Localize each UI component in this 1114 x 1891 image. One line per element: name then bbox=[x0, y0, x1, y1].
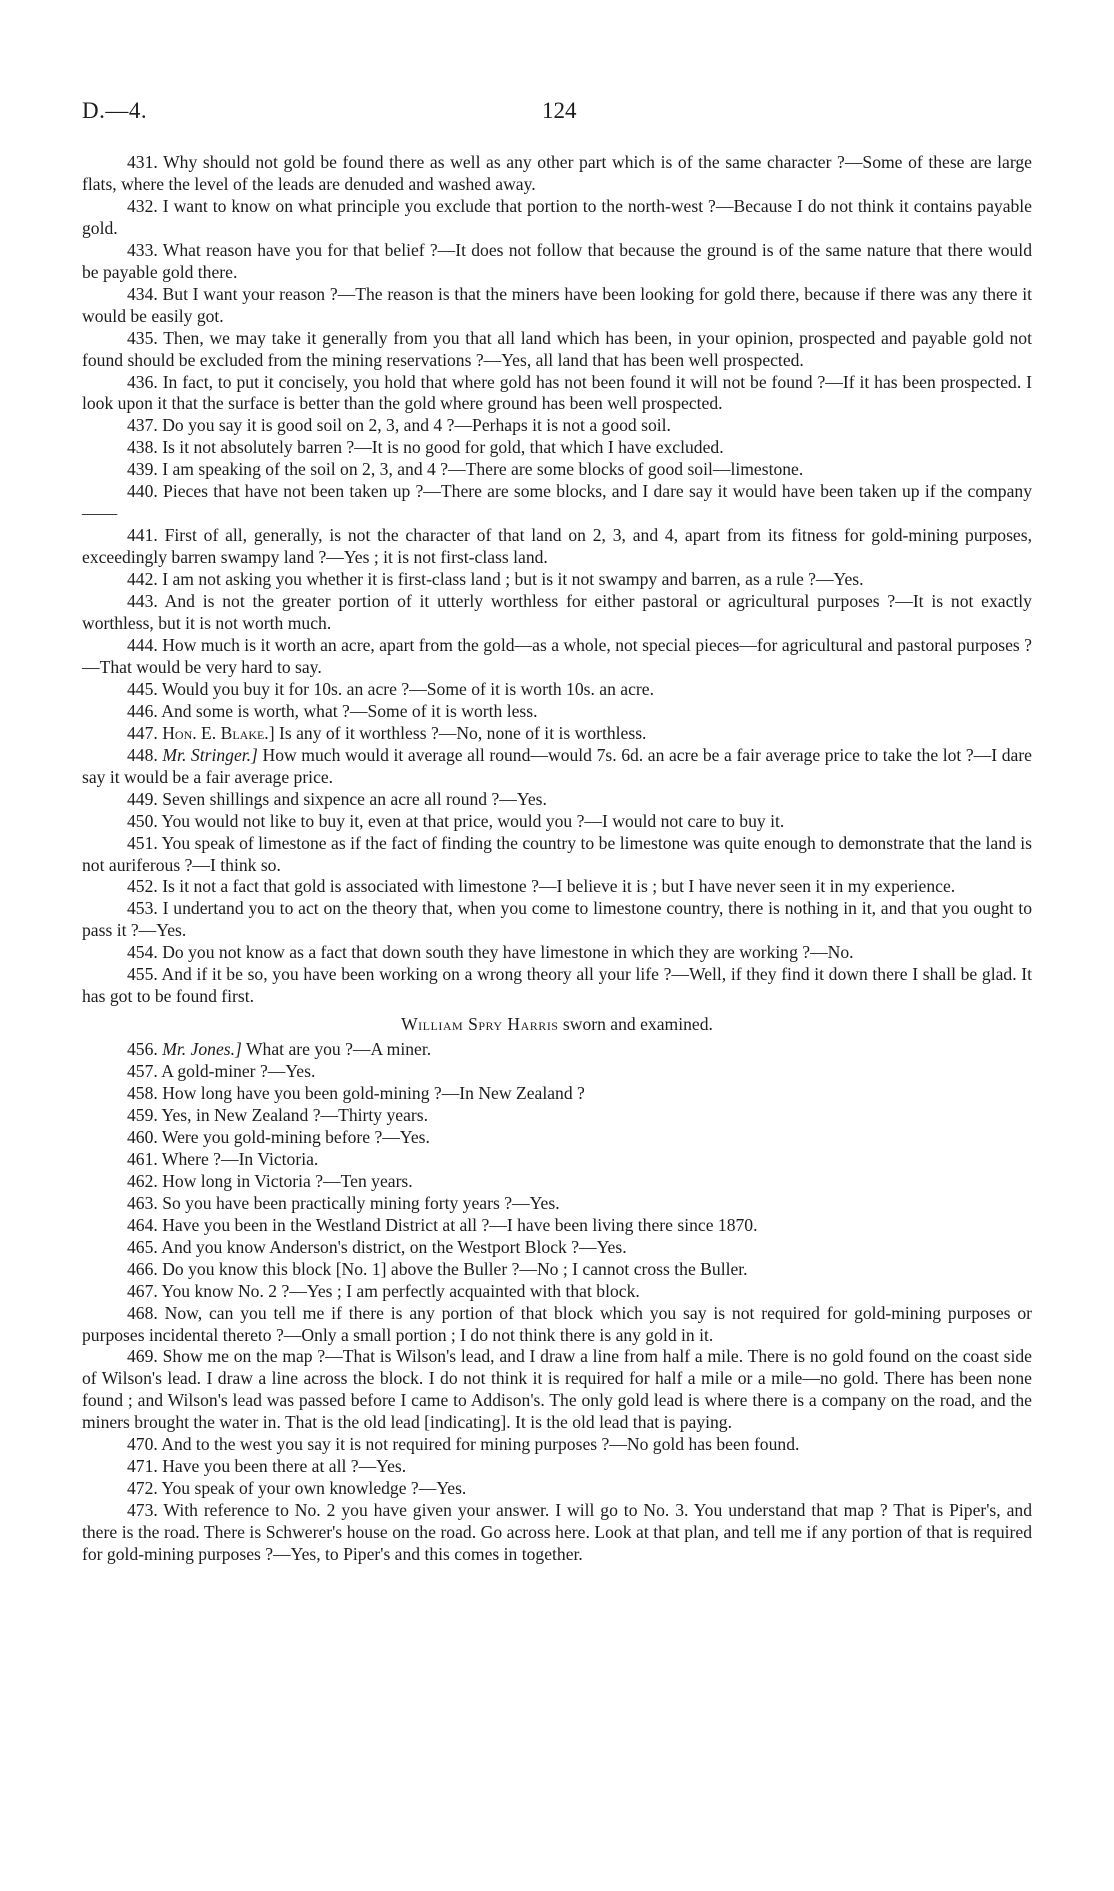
testimony-section-1 bbox=[82, 152, 1032, 1008]
question-number: 437. bbox=[127, 415, 158, 436]
question-paragraph bbox=[82, 789, 1032, 811]
question-number: 470. bbox=[127, 1434, 158, 1455]
question-paragraph bbox=[82, 1193, 1032, 1215]
question-text: How much would it average all round—would 7s. 6d. an acre be a fair average price to take the lot ?—I dare say it would be a fair average price. bbox=[82, 744, 1032, 787]
question-paragraph bbox=[82, 701, 1032, 723]
question-text: I want to know on what principle you exclude that portion to the north-west ?—Because I do not think it contains payable gold. bbox=[82, 195, 1032, 238]
question-number: 473. bbox=[127, 1500, 158, 1521]
question-number: 441. bbox=[127, 525, 158, 546]
question-text: You speak of your own knowledge ?—Yes. bbox=[161, 1478, 467, 1499]
question-paragraph bbox=[82, 1346, 1032, 1434]
question-text: With reference to No. 2 you have given your answer. I will go to No. 3. You understand that map ? That is Piper's, and there is the road. There is Schwerer's house on the road. Go across here. Look at that plan, and tell me if any portion of that is required for gold-mining purposes ?—Yes, to Piper's and this comes in together. bbox=[82, 1500, 1032, 1565]
question-paragraph bbox=[82, 1215, 1032, 1237]
question-text: Seven shillings and sixpence an acre all round ?—Yes. bbox=[162, 788, 547, 809]
question-number: 453. bbox=[127, 898, 158, 919]
question-paragraph bbox=[82, 591, 1032, 635]
question-number: 463. bbox=[127, 1192, 158, 1213]
question-number: 462. bbox=[127, 1170, 158, 1191]
testimony-body bbox=[82, 152, 1032, 1566]
question-text: Yes, in New Zealand ?—Thirty years. bbox=[161, 1104, 428, 1125]
question-number: 445. bbox=[127, 678, 158, 699]
question-paragraph bbox=[82, 745, 1032, 789]
question-number: 440. bbox=[127, 481, 158, 502]
question-paragraph bbox=[82, 833, 1032, 877]
question-paragraph bbox=[82, 415, 1032, 437]
question-text: And if it be so, you have been working on a wrong theory all your life ?—Well, if they find it down there I shall be glad. It has got to be found first. bbox=[82, 964, 1033, 1007]
question-paragraph bbox=[82, 1500, 1032, 1566]
question-paragraph bbox=[82, 240, 1032, 284]
question-paragraph bbox=[82, 1303, 1032, 1347]
question-text: Where ?—In Victoria. bbox=[161, 1148, 319, 1169]
question-number: 466. bbox=[127, 1258, 158, 1279]
speaker-label: Hon. E. Blake.] bbox=[162, 722, 275, 743]
question-text: You know No. 2 ?—Yes ; I am perfectly acquainted with that block. bbox=[161, 1280, 640, 1301]
question-paragraph bbox=[82, 328, 1032, 372]
question-number: 432. bbox=[127, 195, 158, 216]
question-number: 472. bbox=[127, 1478, 158, 1499]
question-text: Now, can you tell me if there is any portion of that block which you say is not required for gold-mining purposes or purposes incidental thereto ?—Only a small portion ; I do not think there is any gold in it. bbox=[82, 1302, 1032, 1345]
question-paragraph bbox=[82, 152, 1032, 196]
question-text: Pieces that have not been taken up ?—There are some blocks, and I dare say it would have been taken up if the company—— bbox=[82, 481, 1033, 524]
question-number: 461. bbox=[127, 1148, 158, 1169]
question-paragraph bbox=[82, 1237, 1032, 1259]
question-text: What are you ?—A miner. bbox=[245, 1039, 432, 1060]
question-paragraph bbox=[82, 1083, 1032, 1105]
question-paragraph bbox=[82, 1281, 1032, 1303]
question-text: Have you been there at all ?—Yes. bbox=[162, 1456, 407, 1477]
question-number: 443. bbox=[127, 591, 158, 612]
question-paragraph bbox=[82, 1259, 1032, 1281]
question-text: And some is worth, what ?—Some of it is worth less. bbox=[161, 700, 538, 721]
question-number: 460. bbox=[127, 1126, 158, 1147]
question-text: How long have you been gold-mining ?—In New Zealand ? bbox=[162, 1083, 585, 1104]
question-paragraph bbox=[82, 1434, 1032, 1456]
question-number: 467. bbox=[127, 1280, 158, 1301]
question-paragraph bbox=[82, 942, 1032, 964]
question-paragraph bbox=[82, 964, 1032, 1008]
question-text: Do you not know as a fact that down south they have limestone in which they are working ?—No. bbox=[162, 942, 854, 963]
question-number: 436. bbox=[127, 371, 158, 392]
witness-heading bbox=[82, 1014, 1032, 1036]
question-text: Were you gold-mining before ?—Yes. bbox=[161, 1126, 430, 1147]
question-number: 444. bbox=[127, 634, 158, 655]
question-number: 471. bbox=[127, 1456, 158, 1477]
question-text: And is not the greater portion of it utterly worthless for either pastoral or agricultural purposes ?—It is not exactly worthless, but it is not worth much. bbox=[82, 591, 1032, 634]
question-paragraph bbox=[82, 679, 1032, 701]
question-number: 446. bbox=[127, 700, 158, 721]
witness-name: William Spry Harris bbox=[401, 1014, 559, 1035]
question-number: 448. bbox=[127, 744, 158, 765]
question-paragraph bbox=[82, 481, 1032, 525]
question-paragraph bbox=[82, 811, 1032, 833]
question-text: Is any of it worthless ?—No, none of it is worthless. bbox=[278, 722, 647, 743]
question-number: 449. bbox=[127, 788, 158, 809]
question-text: I am not asking you whether it is first-class land ; but is it not swampy and barren, as a rule ?—Yes. bbox=[162, 569, 864, 590]
question-number: 457. bbox=[127, 1061, 158, 1082]
question-text: In fact, to put it concisely, you hold that where gold has not been found it will not be found ?—If it has been prospected. I look upon it that the surface is better than the gold where ground has been well prospected. bbox=[82, 371, 1033, 414]
speaker-label: Mr. Jones.] bbox=[162, 1039, 242, 1060]
question-text: Have you been in the Westland District at all ?—I have been living there since 1870. bbox=[162, 1214, 758, 1235]
question-paragraph bbox=[82, 459, 1032, 481]
question-paragraph bbox=[82, 372, 1032, 416]
question-paragraph bbox=[82, 437, 1032, 459]
question-number: 454. bbox=[127, 942, 158, 963]
question-text: How much is it worth an acre, apart from the gold—as a whole, not special pieces—for agricultural and pastoral purposes ?—That would be very hard to say. bbox=[82, 634, 1032, 677]
question-number: 455. bbox=[127, 964, 158, 985]
witness-suffix: sworn and examined. bbox=[562, 1014, 713, 1035]
page-number: 124 bbox=[542, 98, 577, 123]
question-text: How long in Victoria ?—Ten years. bbox=[162, 1170, 413, 1191]
question-text: Why should not gold be found there as well as any other part which is of the same character ?—Some of these are large flats, where the level of the leads are denuded and washed away. bbox=[82, 152, 1032, 194]
speaker-label: Mr. Stringer.] bbox=[162, 744, 258, 765]
question-text: Is it not absolutely barren ?—It is no good for gold, that which I have excluded. bbox=[162, 437, 724, 458]
question-number: 468. bbox=[127, 1302, 158, 1323]
question-number: 451. bbox=[127, 832, 158, 853]
question-number: 434. bbox=[127, 283, 158, 304]
question-text: Then, we may take it generally from you that all land which has been, in your opinion, prospected and payable gold not found should be excluded from the mining reservations ?—Yes, all land that has been well prospected. bbox=[82, 327, 1032, 370]
question-text: First of all, generally, is not the character of that land on 2, 3, and 4, apart from its fitness for gold-mining purposes, exceedingly barren swampy land ?—Yes ; it is not first-class land. bbox=[82, 525, 1032, 568]
question-number: 431. bbox=[127, 152, 158, 172]
question-text: What reason have you for that belief ?—It does not follow that because the ground is of the same nature that there would be payable gold there. bbox=[82, 239, 1032, 282]
question-number: 458. bbox=[127, 1083, 158, 1104]
question-text: Is it not a fact that gold is associated with limestone ?—I believe it is ; but I have never seen it in my experience. bbox=[162, 876, 956, 897]
question-paragraph bbox=[82, 1127, 1032, 1149]
question-text: I undertand you to act on the theory that, when you come to limestone country, there is nothing in it, and that you ought to pass it ?—Yes. bbox=[82, 898, 1032, 941]
question-number: 442. bbox=[127, 569, 158, 590]
question-number: 469. bbox=[127, 1346, 158, 1367]
question-number: 464. bbox=[127, 1214, 158, 1235]
question-paragraph bbox=[82, 284, 1032, 328]
question-paragraph bbox=[82, 569, 1032, 591]
question-text: And you know Anderson's district, on the Westport Block ?—Yes. bbox=[161, 1236, 627, 1257]
question-paragraph bbox=[82, 1149, 1032, 1171]
question-paragraph bbox=[82, 635, 1032, 679]
question-text: Show me on the map ?—That is Wilson's lead, and I draw a line from half a mile. There is no gold found on the coast side of Wilson's lead. I draw a line across the block. I do not think it is required for half a mile or a mile—no gold. There has been none found ; and Wilson's lead was passed before I came to Addison's. The only gold lead is where there is a company on the road, and the miners brought the water in. That is the old lead [indicating]. It is the old lead that is paying. bbox=[82, 1346, 1032, 1433]
question-text: Do you know this block [No. 1] above the Buller ?—No ; I cannot cross the Buller. bbox=[162, 1258, 748, 1279]
question-text: And to the west you say it is not required for mining purposes ?—No gold has been found. bbox=[161, 1434, 800, 1455]
question-paragraph bbox=[82, 1478, 1032, 1500]
question-number: 447. bbox=[127, 722, 158, 743]
question-text: But I want your reason ?—The reason is that the miners have been looking for gold there, because if there was any there it would be easily got. bbox=[82, 283, 1032, 326]
question-paragraph bbox=[82, 1105, 1032, 1127]
question-text: A gold-miner ?—Yes. bbox=[161, 1061, 316, 1082]
question-number: 452. bbox=[127, 876, 158, 897]
question-text: I am speaking of the soil on 2, 3, and 4 ?—There are some blocks of good soil—limestone. bbox=[162, 459, 804, 480]
question-paragraph bbox=[82, 1061, 1032, 1083]
question-paragraph bbox=[82, 196, 1032, 240]
question-number: 438. bbox=[127, 437, 158, 458]
question-text: So you have been practically mining forty years ?—Yes. bbox=[162, 1192, 560, 1213]
question-number: 465. bbox=[127, 1236, 158, 1257]
question-number: 435. bbox=[127, 327, 158, 348]
question-text: You speak of limestone as if the fact of finding the country to be limestone was quite enough to demonstrate that the land is not auriferous ?—I think so. bbox=[82, 832, 1033, 875]
question-text: Would you buy it for 10s. an acre ?—Some of it is worth 10s. an acre. bbox=[161, 678, 654, 699]
question-paragraph bbox=[82, 723, 1032, 745]
question-text: Do you say it is good soil on 2, 3, and 4 ?—Perhaps it is not a good soil. bbox=[162, 415, 671, 436]
document-code: D.—4. bbox=[82, 98, 148, 123]
question-paragraph bbox=[82, 1039, 1032, 1061]
question-paragraph bbox=[82, 1171, 1032, 1193]
question-paragraph bbox=[82, 898, 1032, 942]
question-number: 433. bbox=[127, 239, 158, 260]
question-number: 456. bbox=[127, 1039, 158, 1060]
testimony-section-2 bbox=[82, 1039, 1032, 1566]
question-paragraph bbox=[82, 525, 1032, 569]
question-paragraph bbox=[82, 876, 1032, 898]
question-number: 450. bbox=[127, 810, 158, 831]
question-number: 459. bbox=[127, 1104, 158, 1125]
question-number: 439. bbox=[127, 459, 158, 480]
question-paragraph bbox=[82, 1456, 1032, 1478]
page-header bbox=[82, 98, 1032, 134]
question-text: You would not like to buy it, even at that price, would you ?—I would not care to buy it. bbox=[161, 810, 785, 831]
